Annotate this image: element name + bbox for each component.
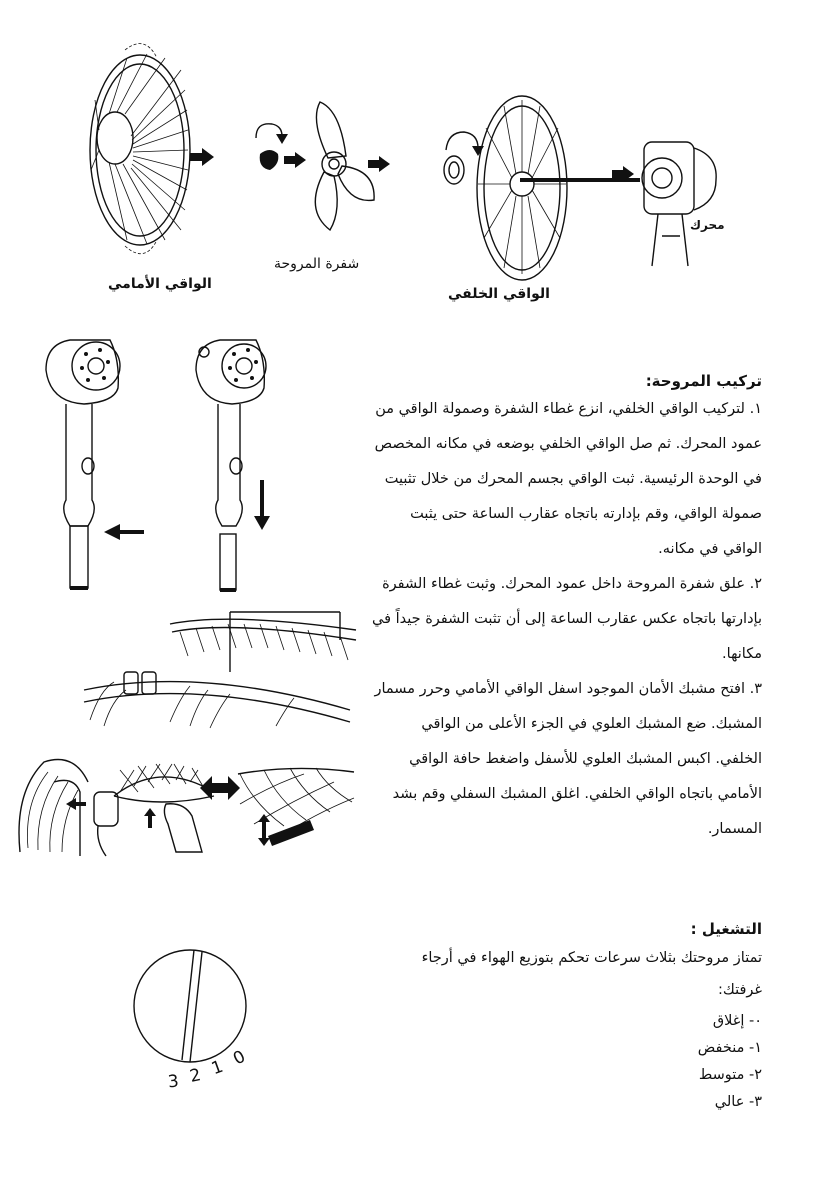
label-front-guard: الواقي الأمامي	[108, 276, 212, 292]
front-guard-illustration	[85, 40, 195, 260]
fan-pole-right-illustration	[190, 330, 280, 600]
guard-clip-detail-illustration	[80, 610, 360, 730]
label-fan-blade: شفرة المروحة	[274, 256, 360, 272]
operation-heading: التشغيل :	[690, 920, 762, 938]
dial-number-3: 3	[166, 1071, 180, 1093]
label-motor: محرك	[690, 218, 725, 232]
speed-item-medium: ٢- متوسط	[698, 1067, 762, 1083]
clip-press-illustration	[110, 756, 220, 856]
front-guard-hand-illustration	[14, 752, 124, 862]
assembly-section	[372, 372, 762, 847]
speed-item-off: ٠- إغلاق	[712, 1013, 762, 1029]
assembly-heading: تركيب المروحة:	[645, 372, 762, 390]
arrow-right-icon	[612, 166, 634, 182]
fan-pole-left-illustration	[40, 330, 150, 600]
arrow-right-icon	[368, 156, 390, 172]
assembly-step-3: ٣. افتح مشبك الأمان الموجود اسفل الواقي الأمامي وحرر مسمار المشبك. ضع المشبك العلوي في الجزء الأعلى من الواقي الخلفي. اكبس المشبك العلوي للأسفل واضغط حافة الواقي الأمامي باتجاه الواقي الخلفي. اغلق المشبك السفلي وقم بشد المسمار.	[374, 681, 762, 837]
assembly-steps	[372, 392, 762, 847]
guard-edge-press-illustration	[234, 764, 358, 860]
speed-item-high: ٣- عالي	[714, 1094, 762, 1110]
operation-intro: تمتاز مروحتك بثلاث سرعات تحكم بتوزيع الهواء في أرجاء غرفتك:	[421, 950, 762, 998]
dial-number-2: 2	[188, 1065, 203, 1087]
blade-cap-rotate-icon	[250, 118, 290, 178]
dial-number-1: 1	[208, 1056, 226, 1080]
assembly-step-1: ١. لتركيب الواقي الخلفي، انزع غطاء الشفرة وصمولة الواقي من عمود المحرك. ثم صل الواقي الخلفي بوضعه في مكانه المخصص في الوحدة الرئيسية. ثبت الواقي بجسم المحرك من خلال تثبيت صمولة الواقي، وقم بإدارته باتجاه عقارب الساعة حتى يثبت الواقي في مكانه.	[374, 401, 762, 557]
operation-section	[380, 920, 762, 1116]
fan-blade-illustration	[290, 100, 380, 240]
motor-illustration	[632, 136, 722, 266]
speed-dial-numbers	[168, 1046, 268, 1096]
rear-guard-illustration	[472, 88, 572, 288]
assembly-step-2: ٢. علق شفرة المروحة داخل عمود المحرك. وثبت غطاء الشفرة بإدارتها باتجاه عكس عقارب الساعة إلى أن تثبت الشفرة جيداً في مكانها.	[371, 576, 762, 662]
speed-item-low: ١- منخفض	[697, 1040, 762, 1056]
arrow-right-icon	[190, 148, 214, 166]
label-rear-guard: الواقي الخلفي	[448, 286, 550, 302]
speed-list	[380, 1008, 762, 1116]
dial-number-0: 0	[229, 1046, 249, 1070]
